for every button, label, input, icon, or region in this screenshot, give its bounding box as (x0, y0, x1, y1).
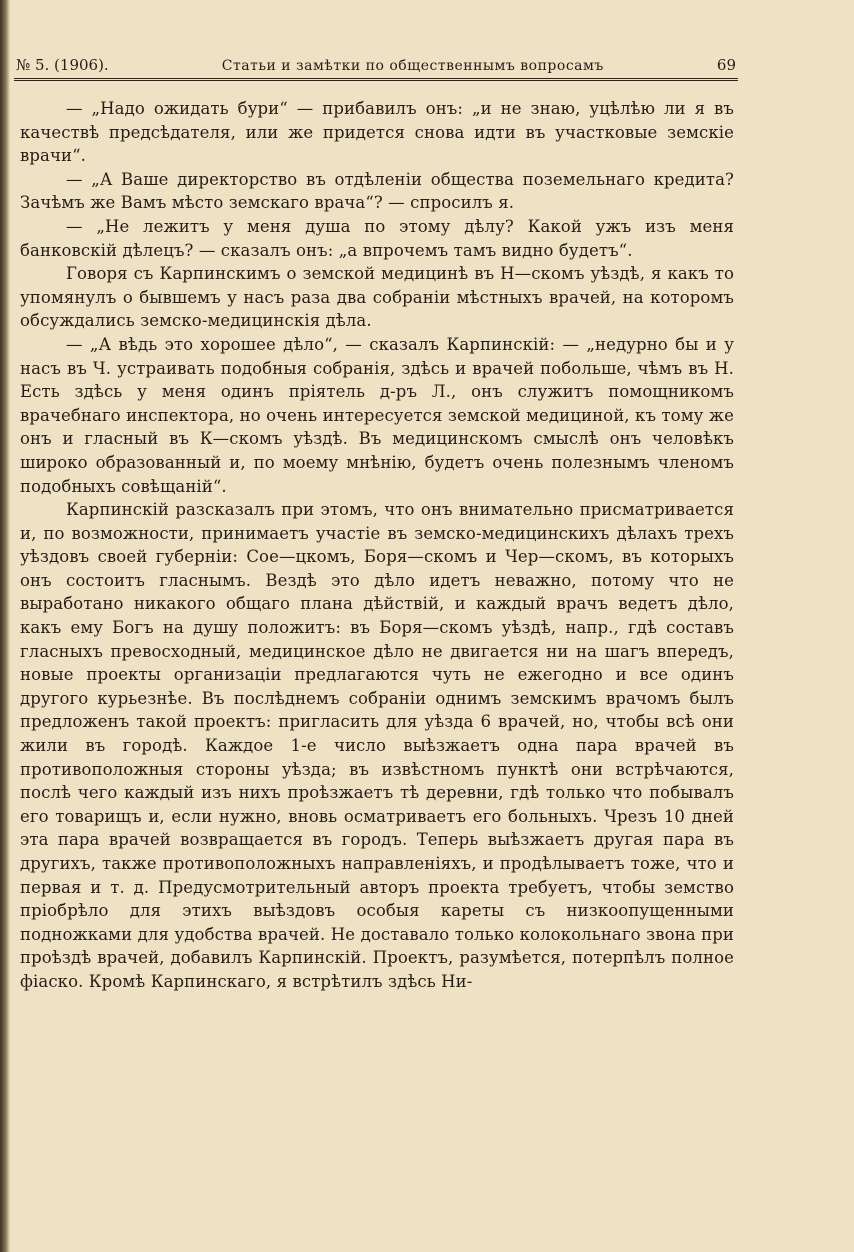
page-number: 69 (716, 56, 736, 74)
page-binding-shadow (0, 0, 10, 1252)
book-page (14, 56, 738, 994)
paragraph: — „Надо ожидать бури“ — прибавилъ онъ: „и не знаю, уцѣлѣю ли я въ качествѣ предсѣдателя, или же придется снова идти въ участковые земскіе врачи“. (20, 99, 734, 166)
paragraph: Карпинскій разсказалъ при этомъ, что онъ внимательно присматривается и, по возможности, принимаетъ участіе въ земско-медицинскихъ дѣлахъ трехъ уѣздовъ своей губерніи: Сое—цкомъ, Боря—скомъ и Чер—скомъ, въ которыхъ онъ состоитъ гласнымъ. Вездѣ это дѣло идетъ неважно, потому что не выработано никакого общаго плана дѣйствій, и каждый врачъ ведетъ дѣло, какъ ему Богъ на душу положитъ: въ Боря—скомъ уѣздѣ, напр., гдѣ составъ гласныхъ превосходный, медицинское дѣло не двигается ни на шагъ впередъ, новые проекты организаціи предлагаются чуть не ежегодно и все одинъ другого курьезнѣе. Въ послѣднемъ собраніи однимъ земскимъ врачомъ былъ предложенъ такой проектъ: пригласить для уѣзда 6 врачей, но, чтобы всѣ они жили въ городѣ. Каждое 1-е число выѣзжаетъ одна пара врачей въ противоположныя стороны уѣзда; въ извѣстномъ пунктѣ они встрѣчаются, послѣ чего каждый изъ нихъ проѣзжаетъ тѣ деревни, гдѣ только что побывалъ его товарищъ и, если нужно, вновь осматриваетъ его больныхъ. Чрезъ 10 дней эта пара врачей возвращается въ городъ. Теперь выѣзжаетъ другая пара въ другихъ, также противоположныхъ направленіяхъ, и продѣлываетъ тоже, что и первая и т. д. Предусмотрительный авторъ проекта требуетъ, чтобы земство пріобрѣло для этихъ выѣздовъ особыя кареты съ низкоопущенными подножками для удобства врачей. Не доставало только колокольнаго звона при проѣздѣ врачей, добавилъ Карпинскій. Проектъ, разумѣется, потерпѣлъ полное фіаско. Кромѣ Карпинскаго, я встрѣтилъ здѣсь Ни- (20, 500, 734, 991)
running-header (14, 56, 738, 78)
paragraph: — „Не лежитъ у меня душа по этому дѣлу? Какой ужъ изъ меня банковскій дѣлецъ? — сказалъ онъ: „а впрочемъ тамъ видно будетъ“. (20, 216, 734, 260)
header-rule (14, 78, 738, 81)
paragraph: — „А вѣдь это хорошее дѣло“, — сказалъ Карпинскій: — „недурно бы и у насъ въ Ч. устраивать подобныя собранія, здѣсь и врачей побольше, чѣмъ въ Н. Есть здѣсь у меня одинъ пріятель д-ръ Л., онъ служитъ помощникомъ врачебнаго инспектора, но очень интересуется земской медициной, къ тому же онъ и гласный въ К—скомъ уѣздѣ. Въ медицинскомъ смыслѣ онъ человѣкъ широко образованный и, по моему мнѣнію, будетъ очень полезнымъ членомъ подобныхъ совѣщаній“. (20, 334, 734, 496)
article-body (14, 97, 738, 994)
running-title: Статьи и замѣтки по общественнымъ вопросамъ (221, 58, 604, 74)
issue-number: № 5. (1906). (16, 56, 109, 74)
paragraph: — „А Ваше директорство въ отдѣленіи общества поземельнаго кредита? Зачѣмъ же Вамъ мѣсто земскаго врача“? — спросилъ я. (20, 169, 734, 213)
paragraph: Говоря съ Карпинскимъ о земской медицинѣ въ Н—скомъ уѣздѣ, я какъ то упомянулъ о бывшемъ у насъ раза два собраніи мѣстныхъ врачей, на которомъ обсуждались земско-медицинскія дѣла. (20, 264, 734, 331)
